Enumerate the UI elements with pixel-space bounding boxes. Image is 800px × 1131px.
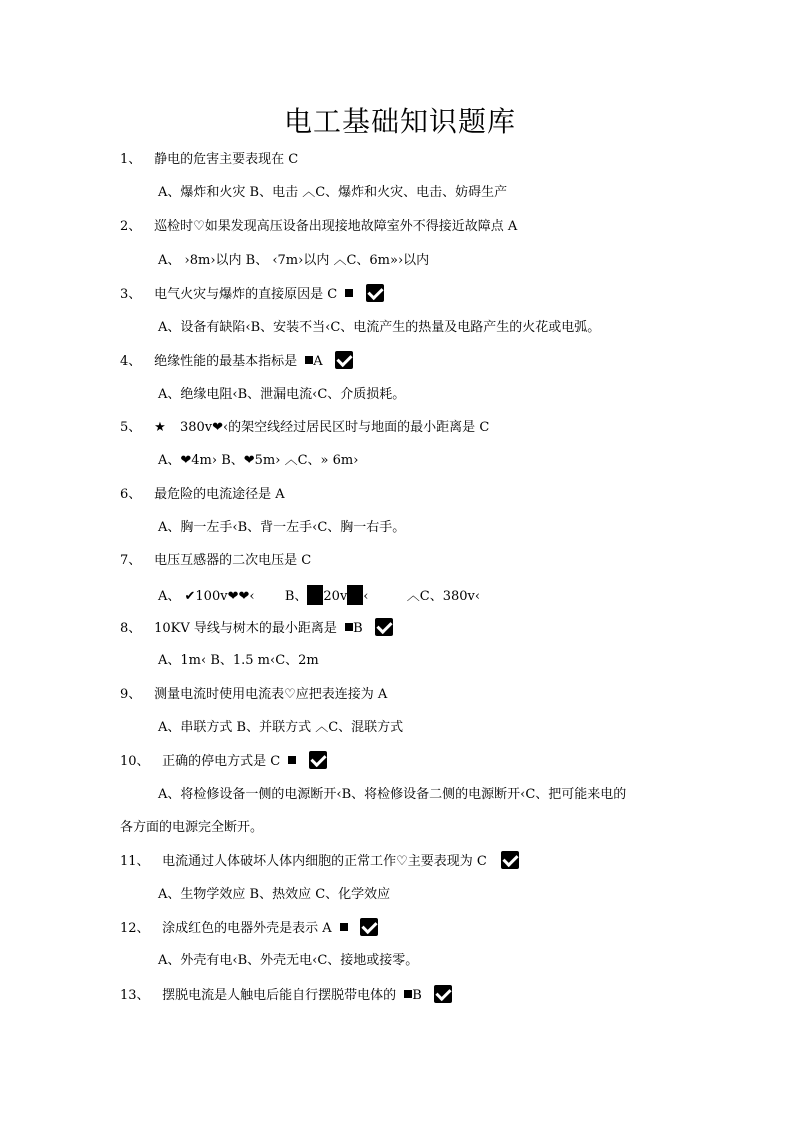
option-c: ︿C、380v‹ — [406, 589, 481, 604]
question-number: 4、 — [120, 354, 142, 369]
option-a: A、 ✔100v❤❤‹ — [158, 589, 255, 604]
options-6: A、胸一左手‹B、背一左手‹C、胸一右手。 — [158, 520, 406, 535]
question-6 — [120, 485, 285, 505]
question-number: 3、 — [120, 287, 142, 302]
question-text: 电压互感器的二次电压是 C — [154, 553, 312, 568]
page-title: 电工基础知识题库 — [283, 105, 516, 138]
checkbox-checked-icon — [335, 351, 353, 369]
question-number: 1、 — [120, 152, 142, 167]
question-2 — [120, 217, 517, 237]
question-text: 380v❤‹的架空线经过居民区时与地面的最小距离是 C — [179, 420, 490, 435]
redaction-block — [347, 585, 363, 605]
checkbox-checked-icon — [501, 851, 519, 869]
answer-letter: B — [353, 621, 363, 636]
options-2: A、 ›8m›以内 B、 ‹7m›以内 ︿C、6m»›以内 — [158, 253, 430, 268]
question-8 — [120, 618, 393, 638]
square-bullet-icon — [340, 923, 348, 931]
square-bullet-icon — [345, 289, 353, 297]
options-3: A、设备有缺陷‹B、安装不当‹C、电流产生的热量及电路产生的火花或电弧。 — [158, 320, 601, 335]
question-number: 10、 — [120, 754, 150, 769]
question-number: 5、 — [120, 420, 142, 435]
options-9: A、串联方式 B、并联方式 ︿C、混联方式 — [158, 720, 404, 735]
star-icon: ★ — [154, 420, 166, 435]
options-12: A、外壳有电‹B、外壳无电‹C、接地或接零。 — [158, 953, 419, 968]
question-1 — [120, 150, 298, 170]
question-text: 巡检时♡如果发现高压设备出现接地故障室外不得接近故障点 A — [154, 219, 518, 234]
question-text: 摆脱电流是人触电后能自行摆脱带电体的 — [162, 988, 397, 1003]
question-number: 11、 — [120, 854, 150, 869]
question-number: 12、 — [120, 921, 150, 936]
options-5: A、❤4m› B、❤5m› ︿C、» 6m› — [158, 453, 359, 468]
question-number: 2、 — [120, 219, 142, 234]
question-number: 7、 — [120, 553, 142, 568]
question-text: 涂成红色的电器外壳是表示 A — [162, 921, 332, 936]
question-12 — [120, 918, 378, 938]
options-7 — [158, 585, 480, 605]
checkbox-checked-icon — [434, 985, 452, 1003]
question-13 — [120, 985, 452, 1005]
square-bullet-icon — [288, 756, 296, 764]
options-10-line-1: A、将检修设备一侧的电源断开‹B、将检修设备二侧的电源断开‹C、把可能来电的 — [158, 787, 627, 802]
options-1: A、爆炸和火灾 B、电击 ︿C、爆炸和火灾、电击、妨碍生产 — [158, 185, 508, 200]
option-b-prefix: B、 — [284, 589, 308, 604]
question-text: 10KV 导线与树木的最小距离是 — [154, 621, 337, 636]
answer-letter: B — [412, 988, 422, 1003]
question-number: 8、 — [120, 621, 142, 636]
question-3 — [120, 284, 384, 304]
question-text: 正确的停电方式是 C — [162, 754, 281, 769]
checkbox-checked-icon — [360, 918, 378, 936]
question-number: 9、 — [120, 687, 142, 702]
question-text: 绝缘性能的最基本指标是 — [154, 354, 298, 369]
question-text: 电气火灾与爆炸的直接原因是 C — [154, 287, 338, 302]
question-11 — [120, 851, 519, 871]
question-text: 测量电流时使用电流表♡应把表连接为 A — [154, 687, 388, 702]
options-8: A、1m‹ B、1.5 m‹C、2m — [158, 653, 319, 668]
options-4: A、绝缘电阻‹B、泄漏电流‹C、介质损耗。 — [158, 387, 406, 402]
question-5 — [120, 418, 489, 438]
options-10-line-2: 各方面的电源完全断开。 — [120, 820, 264, 835]
question-text: 电流通过人体破坏人体内细胞的正常工作♡主要表现为 C — [162, 854, 487, 869]
question-number: 6、 — [120, 487, 142, 502]
question-4 — [120, 351, 353, 371]
checkbox-checked-icon — [366, 284, 384, 302]
question-text: 静电的危害主要表现在 C — [154, 152, 299, 167]
square-bullet-icon — [345, 623, 353, 631]
question-number: 13、 — [120, 988, 150, 1003]
checkbox-checked-icon — [375, 618, 393, 636]
redaction-block — [307, 585, 323, 605]
options-11: A、生物学效应 B、热效应 C、化学效应 — [158, 887, 391, 902]
option-b-value: 20v — [323, 589, 348, 604]
question-7 — [120, 551, 311, 571]
option-b-suffix: ‹ — [363, 589, 369, 604]
question-9 — [120, 685, 387, 705]
question-text: 最危险的电流途径是 A — [154, 487, 285, 502]
answer-letter: A — [313, 354, 323, 369]
checkbox-checked-icon — [309, 751, 327, 769]
question-10 — [120, 751, 327, 771]
